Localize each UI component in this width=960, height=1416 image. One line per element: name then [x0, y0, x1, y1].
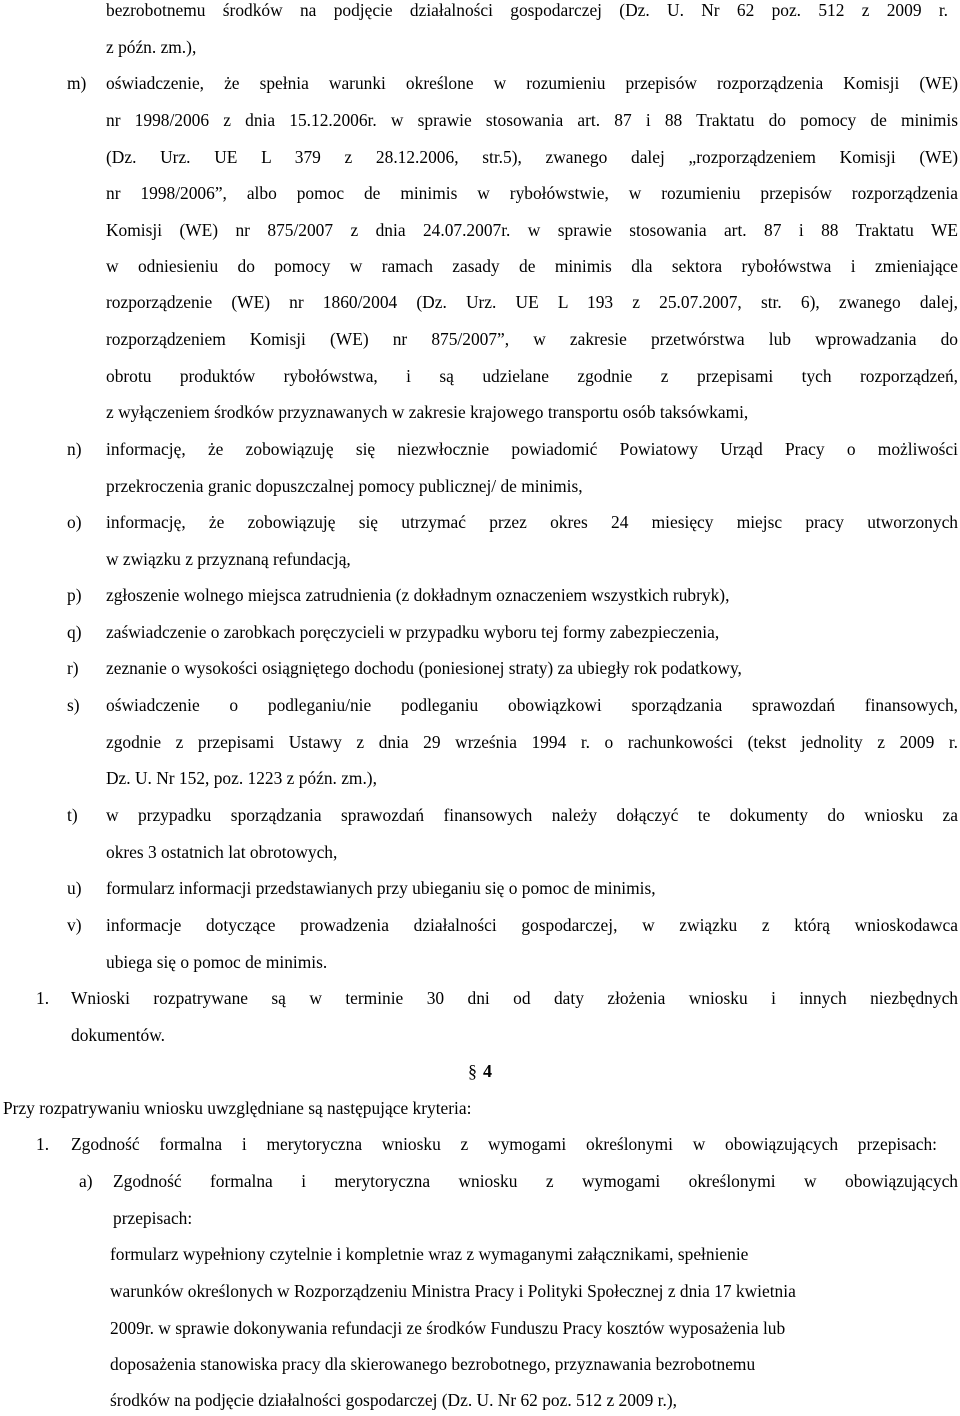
list-item-line: ubiega się o pomoc de minimis.: [106, 952, 328, 972]
criteria-subitem-line: Zgodność formalna i merytoryczna wniosku z wymogami określonymi w obowiązujących: [113, 1171, 958, 1191]
list-label: s): [67, 695, 80, 715]
list-item-line: informację, że zobowiązuję się niezwłocznie powiadomić Powiatowy Urząd Pracy o możliwości: [106, 439, 958, 459]
list-label: a): [79, 1171, 93, 1191]
list-item-line: formularz informacji przedstawianych przy ubieganiu się o pomoc de minimis,: [106, 878, 656, 898]
list-item-line: informację, że zobowiązuję się utrzymać przez okres 24 miesięcy miejsc pracy utworzonych: [106, 512, 958, 532]
list-item-line: przekroczenia granic dopuszczalnej pomocy publicznej/ de minimis,: [106, 476, 583, 496]
list-item-line: (Dz. Urz. UE L 379 z 28.12.2006, str.5), zwanego dalej „rozporządzeniem Komisji (WE): [106, 147, 958, 167]
list-item-line: z wyłączeniem środków przyznawanych w zakresie krajowego transportu osób taksówkami,: [106, 402, 749, 422]
list-label: p): [67, 585, 82, 605]
criteria-subitem-line: przepisach:: [113, 1208, 193, 1228]
list-label: q): [67, 622, 82, 642]
section-heading: [0, 1061, 960, 1081]
criteria-item-line: Zgodność formalna i merytoryczna wniosku z wymogami określonymi w obowiązujących przepisach:: [71, 1134, 937, 1154]
section-symbol: §: [468, 1061, 477, 1081]
list-item-line: w związku z przyznaną refundacją,: [106, 549, 351, 569]
section-number: 4: [483, 1061, 492, 1081]
list-label: u): [67, 878, 82, 898]
list-item-line: w przypadku sporządzania sprawozdań finansowych należy dołączyć te dokumenty do wniosku za: [106, 805, 958, 825]
list-item-line: oświadczenie o podleganiu/nie podleganiu obowiązkowi sporządzania sprawozdań finansowych,: [106, 695, 958, 715]
criteria-detail-line: środków na podjęcie działalności gospodarczej (Dz. U. Nr 62 poz. 512 z 2009 r.),: [110, 1390, 677, 1410]
criteria-intro: Przy rozpatrywaniu wniosku uwzględniane są następujące kryteria:: [3, 1098, 472, 1118]
list-label: o): [67, 512, 82, 532]
list-item-line: zgodnie z przepisami Ustawy z dnia 29 września 1994 r. o rachunkowości (tekst jednolity z 2009 r.: [106, 732, 958, 752]
numbered-item-line: dokumentów.: [71, 1025, 166, 1045]
criteria-detail-line: formularz wypełniony czytelnie i kompletnie wraz z wymaganymi załącznikami, spełnienie: [110, 1244, 749, 1264]
list-item-line: nr 1998/2006 z dnia 15.12.2006r. w sprawie stosowania art. 87 i 88 Traktatu do pomocy de minimis: [106, 110, 958, 130]
criteria-detail-line: doposażenia stanowiska pracy dla skierowanego bezrobotnego, przyznawania bezrobotnemu: [110, 1354, 756, 1374]
number-label: 1.: [36, 1134, 50, 1154]
list-label: t): [67, 805, 78, 825]
list-item-line: zgłoszenie wolnego miejsca zatrudnienia (z dokładnym oznaczeniem wszystkich rubryk),: [106, 585, 730, 605]
list-item-line: Komisji (WE) nr 875/2007 z dnia 24.07.2007r. w sprawie stosowania art. 87 i 88 Traktatu WE: [106, 220, 958, 240]
numbered-item-line: Wnioski rozpatrywane są w terminie 30 dni od daty złożenia wniosku i innych niezbędnych: [71, 988, 958, 1008]
list-item-line: rozporządzeniem Komisji (WE) nr 875/2007”, w zakresie przetwórstwa lub wprowadzania do: [106, 329, 958, 349]
list-item-line: w odniesieniu do pomocy w ramach zasady de minimis dla sektora rybołówstwa i zmieniające: [106, 256, 958, 276]
list-item-line: rozporządzenie (WE) nr 1860/2004 (Dz. Urz. UE L 193 z 25.07.2007, str. 6), zwanego dalej,: [106, 292, 958, 312]
list-item-line: okres 3 ostatnich lat obrotowych,: [106, 842, 338, 862]
intro-line: z późn. zm.),: [106, 37, 197, 57]
list-label: v): [67, 915, 82, 935]
criteria-detail-line: 2009r. w sprawie dokonywania refundacji ze środków Funduszu Pracy kosztów wyposażenia lub: [110, 1318, 786, 1338]
intro-line: bezrobotnemu środków na podjęcie działalności gospodarczej (Dz. U. Nr 62 poz. 512 z 2009 r.: [106, 0, 948, 20]
list-item-line: nr 1998/2006”, albo pomoc de minimis w rybołówstwie, w rozumieniu przepisów rozporządzenia: [106, 183, 958, 203]
list-item-line: oświadczenie, że spełnia warunki określone w rozumieniu przepisów rozporządzenia Komisji (WE): [106, 73, 958, 93]
list-label: m): [67, 73, 87, 93]
list-label: n): [67, 439, 82, 459]
list-item-line: zaświadczenie o zarobkach poręczycieli w przypadku wyboru tej formy zabezpieczenia,: [106, 622, 720, 642]
list-item-line: obrotu produktów rybołówstwa, i są udzielane zgodnie z przepisami tych rozporządzeń,: [106, 366, 958, 386]
list-item-line: informacje dotyczące prowadzenia działalności gospodarczej, w związku z którą wnioskodawca: [106, 915, 958, 935]
criteria-detail-line: warunków określonych w Rozporządzeniu Ministra Pracy i Polityki Społecznej z dnia 17 kwietnia: [110, 1281, 796, 1301]
list-item-line: Dz. U. Nr 152, poz. 1223 z późn. zm.),: [106, 768, 377, 788]
number-label: 1.: [36, 988, 50, 1008]
list-item-line: zeznanie o wysokości osiągniętego dochodu (poniesionej straty) za ubiegły rok podatkowy,: [106, 658, 742, 678]
list-label: r): [67, 658, 79, 678]
